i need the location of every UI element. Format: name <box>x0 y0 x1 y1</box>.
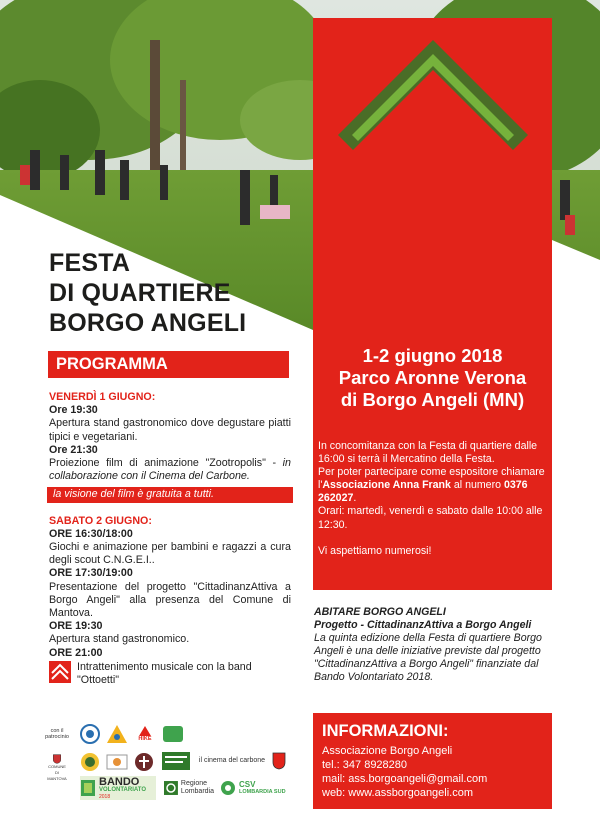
activity-text: Presentazione del progetto "CittadinanzAttiva a Borgo Angeli" alla presenza del Comune di Mantova. <box>49 580 291 620</box>
associazione-name: Associazione Anna Frank <box>322 479 451 492</box>
time-label: ORE 19:30 <box>49 620 103 633</box>
activity-text: Apertura stand gastronomico. <box>49 633 190 646</box>
hike-logo: HIKE <box>134 724 156 744</box>
bando-icon <box>80 779 96 797</box>
day-heading: SABATO 2 GIUGNO: <box>49 514 152 527</box>
bando-volontariato-logo: BANDO VOLONTARIATO 2018 <box>80 776 156 800</box>
ottoetti-row <box>49 661 291 687</box>
cinema-carbone-logo: il cinema del carbone <box>198 757 266 764</box>
mountain-icon <box>139 726 151 736</box>
band-logo-icon <box>49 661 71 683</box>
regione-lombardia-logo: Regione Lombardia <box>164 778 214 798</box>
time-label: ORE 16:30/18:00 <box>49 527 133 540</box>
activity-text: Apertura stand gastronomico dove degustare piatti tipici e vegetariani. <box>49 417 291 443</box>
time-label: ORE 21:00 <box>49 646 103 659</box>
free-film-note: la visione del film è gratuita a tutti. <box>47 487 293 502</box>
badge-logo-icon <box>80 752 100 772</box>
espositore-paragraph: Per poter partecipare come espositore chiamare l'Associazione Anna Frank al numero 0376 262027. <box>318 466 545 505</box>
csv-lombardia-sud-logo: CSV LOMBARDIA SUD <box>220 778 292 798</box>
anna-frank-logo-icon <box>106 724 128 744</box>
csv-icon <box>220 780 236 796</box>
programma-list <box>49 391 291 687</box>
activity-text: Giochi e animazione per bambini e ragazzi a cura degli scout C.N.G.E.I.. <box>49 541 291 567</box>
event-title: FESTA DI QUARTIERE BORGO ANGELI <box>49 249 247 337</box>
abitare-body: La quinta edizione della Festa di quartiere Borgo Angeli è una delle iniziative previste dal progetto "CittadinanzAttiva a Borgo Angeli" finanziate dal Bando Volontariato 2018. <box>314 632 542 684</box>
abitare-section <box>314 606 554 685</box>
abitare-subheading: Progetto - CittadinanzAttiva a Borgo Angeli <box>314 619 532 632</box>
time-label: ORE 17:30/19:00 <box>49 567 133 580</box>
rosa-camuna-icon <box>164 781 178 795</box>
activity-text: Intrattenimento musicale con la band "Ottoetti" <box>77 660 252 687</box>
crest-icon <box>50 754 64 764</box>
closing-line: Vi aspettiamo numerosi! <box>318 544 432 557</box>
mercatino-info <box>318 440 550 558</box>
programma-heading: PROGRAMMA <box>48 351 289 378</box>
contacts-org: Associazione Borgo Angeli <box>322 745 453 757</box>
contacts-box <box>313 713 552 809</box>
sponsor-logos <box>44 718 294 818</box>
contacts-phone: tel.: 347 8928280 <box>322 759 408 771</box>
contacts-email[interactable]: mail: ass.borgoangeli@gmail.com <box>322 773 488 785</box>
abitare-heading: ABITARE BORGO ANGELI <box>314 606 446 618</box>
shield-icon <box>272 752 286 770</box>
event-date-block <box>313 345 552 411</box>
parish-sign-icon <box>162 752 190 770</box>
orari-paragraph: Orari: martedì, venerdì e sabato dalle 10:00 alle 12:30. <box>318 505 543 531</box>
event-location: di Borgo Angeli (MN) <box>340 389 525 410</box>
event-venue: Parco Aronne Verona <box>338 367 527 388</box>
time-label: Ore 19:30 <box>49 404 98 417</box>
comune-mantova-logo: COMUNE DI MANTOVA <box>46 754 68 782</box>
phone-number: 0376 262027 <box>318 479 528 505</box>
event-date: 1-2 giugno 2018 <box>362 345 503 366</box>
green-logo-icon <box>162 724 184 744</box>
patrocinio-label: con il patrocinio <box>45 728 69 740</box>
association-logo-icon <box>80 724 100 744</box>
chevron-up-icon <box>338 40 528 150</box>
parish-logo-icon <box>134 752 154 772</box>
mercatino-paragraph: In concomitanza con la Festa di quartiere dalle 16:00 si terrà il Mercatino della Festa. <box>318 440 538 466</box>
community-logo-icon <box>106 752 128 772</box>
contacts-website[interactable]: web: www.assborgoangeli.com <box>322 787 474 799</box>
time-label: Ore 21:30 <box>49 443 98 456</box>
contacts-heading: INFORMAZIONI: <box>322 722 449 740</box>
day-heading: VENERDÌ 1 GIUGNO: <box>49 391 156 403</box>
activity-text: Proiezione film di animazione "Zootropolis" - in collaborazione con il Cinema del Carbone. <box>49 457 291 483</box>
